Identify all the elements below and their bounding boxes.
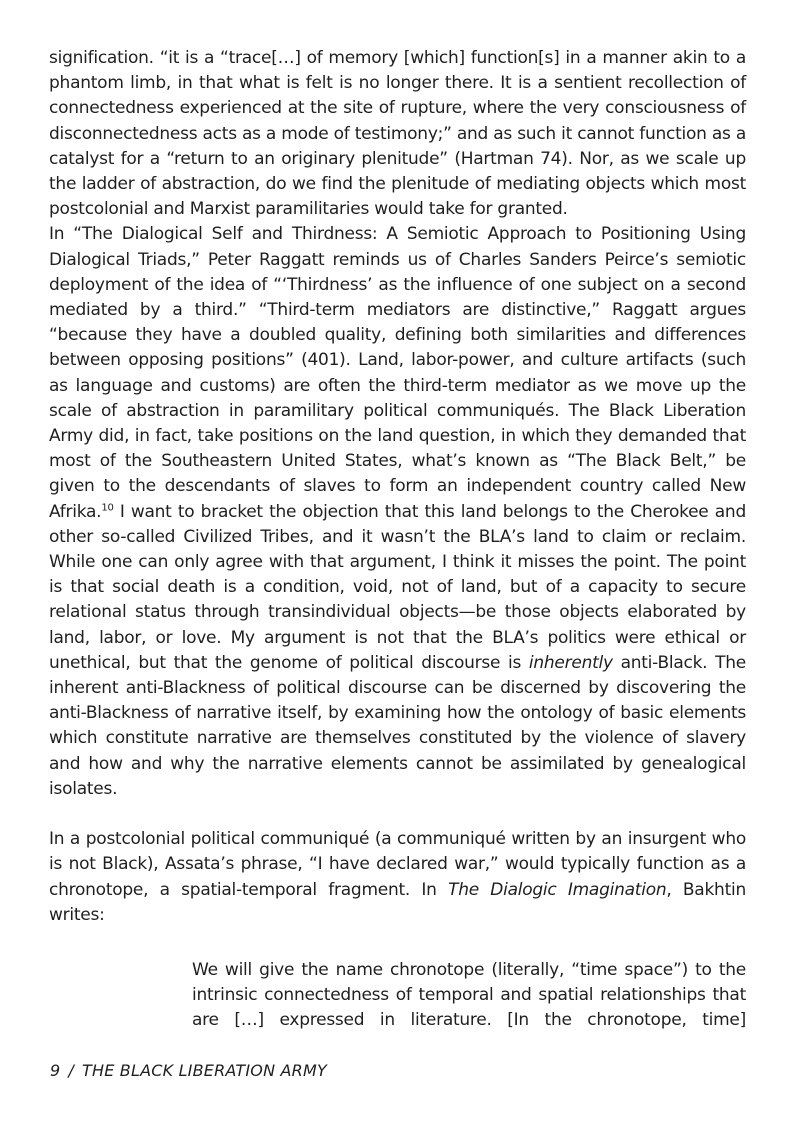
paragraph-2-text-a: In “The Dialogical Self and Thirdness: A Semiotic Approach to Positioning Using Dialogical Triads,” Peter Raggatt reminds us of Charles Sanders Peirce’s semiotic deployment of the idea of “‘Thirdness’ as the influence of one subject on a second mediated by a third.” “Third-term mediators are distinctive,” Raggatt argues “because they have a doubled quality, defining both similarities and differences between opposing positions” (401). Land, labor-power, and culture artifacts (such as language and customs) are often the third-term mediator as we move up the scale of abstraction in paramilitary political communiqués. The Black Liberation Army did, in fact, take positions on the land question, in which they demanded that most of the Southeastern United States, what’s known as “The Black Belt,” be given to the descendants of slaves to form an independent country called New Afrika. xyxy=(49,224,746,522)
footer-separator: / xyxy=(68,1061,74,1080)
block-quote: We will give the name chronotope (literally, “time space”) to the intrinsic connectedness of temporal and spatial relationships that are […] expressed in literature. [In the chronotope, time] xyxy=(192,960,746,1031)
emphasis-inherently: inherently xyxy=(528,652,613,673)
paragraph-2 xyxy=(49,222,746,802)
footnote-ref-10[interactable]: 10 xyxy=(101,502,114,513)
paragraph-3-text-b: , Bakhtin writes: xyxy=(49,879,746,925)
paragraph-2-text-b: I want to bracket the objection that this land belongs to the Cherokee and other so-called Civilized Tribes, and it wasn’t the BLA’s land to claim or reclaim. While one can only agree with that argument, I think it misses the point. The point is that social death is a condition, void, not of land, but of a capacity to secure relational status through transindividual objects—be those objects elaborated by land, labor, or love. My argument is not that the BLA’s politics were ethical or unethical, but that the genome of political discourse is xyxy=(49,501,746,673)
paragraph-1: signification. “it is a “trace[…] of memory [which] function[s] in a manner akin to a phantom limb, in that what is felt is no longer there. It is a sentient recollection of connectedness experienced at the site of rupture, where the very consciousness of disconnectedness acts as a mode of testimony;” and as such it cannot function as a catalyst for a “return to an originary plenitude” (Hartman 74). Nor, as we scale up the ladder of abstraction, do we find the plenitude of mediating objects which most postcolonial and Marxist paramilitaries would take for granted. xyxy=(49,48,746,220)
book-title: The Dialogic Imagination xyxy=(448,879,667,900)
page-number: 9 xyxy=(50,1061,61,1080)
paragraph-3 xyxy=(49,827,746,928)
main-text xyxy=(49,46,746,928)
paragraph-3-text-a: In a postcolonial political communiqué (a communiqué written by an insurgent who is not Black), Assata’s phrase, “I have declared war,” would typically function as a chronotope, a spatial-temporal fragment. In xyxy=(49,829,746,900)
paragraph-2-text-c: anti-Black. The inherent anti-Blackness of political discourse can be discerned by discovering the anti-Blackness of narrative itself, by examining how the ontology of basic elements which constitute narrative are themselves constituted by the violence of slavery and how and why the narrative elements cannot be assimilated by genealogical isolates. xyxy=(49,652,746,799)
page-footer xyxy=(50,1061,327,1080)
running-title: THE BLACK LIBERATION ARMY xyxy=(81,1061,327,1080)
